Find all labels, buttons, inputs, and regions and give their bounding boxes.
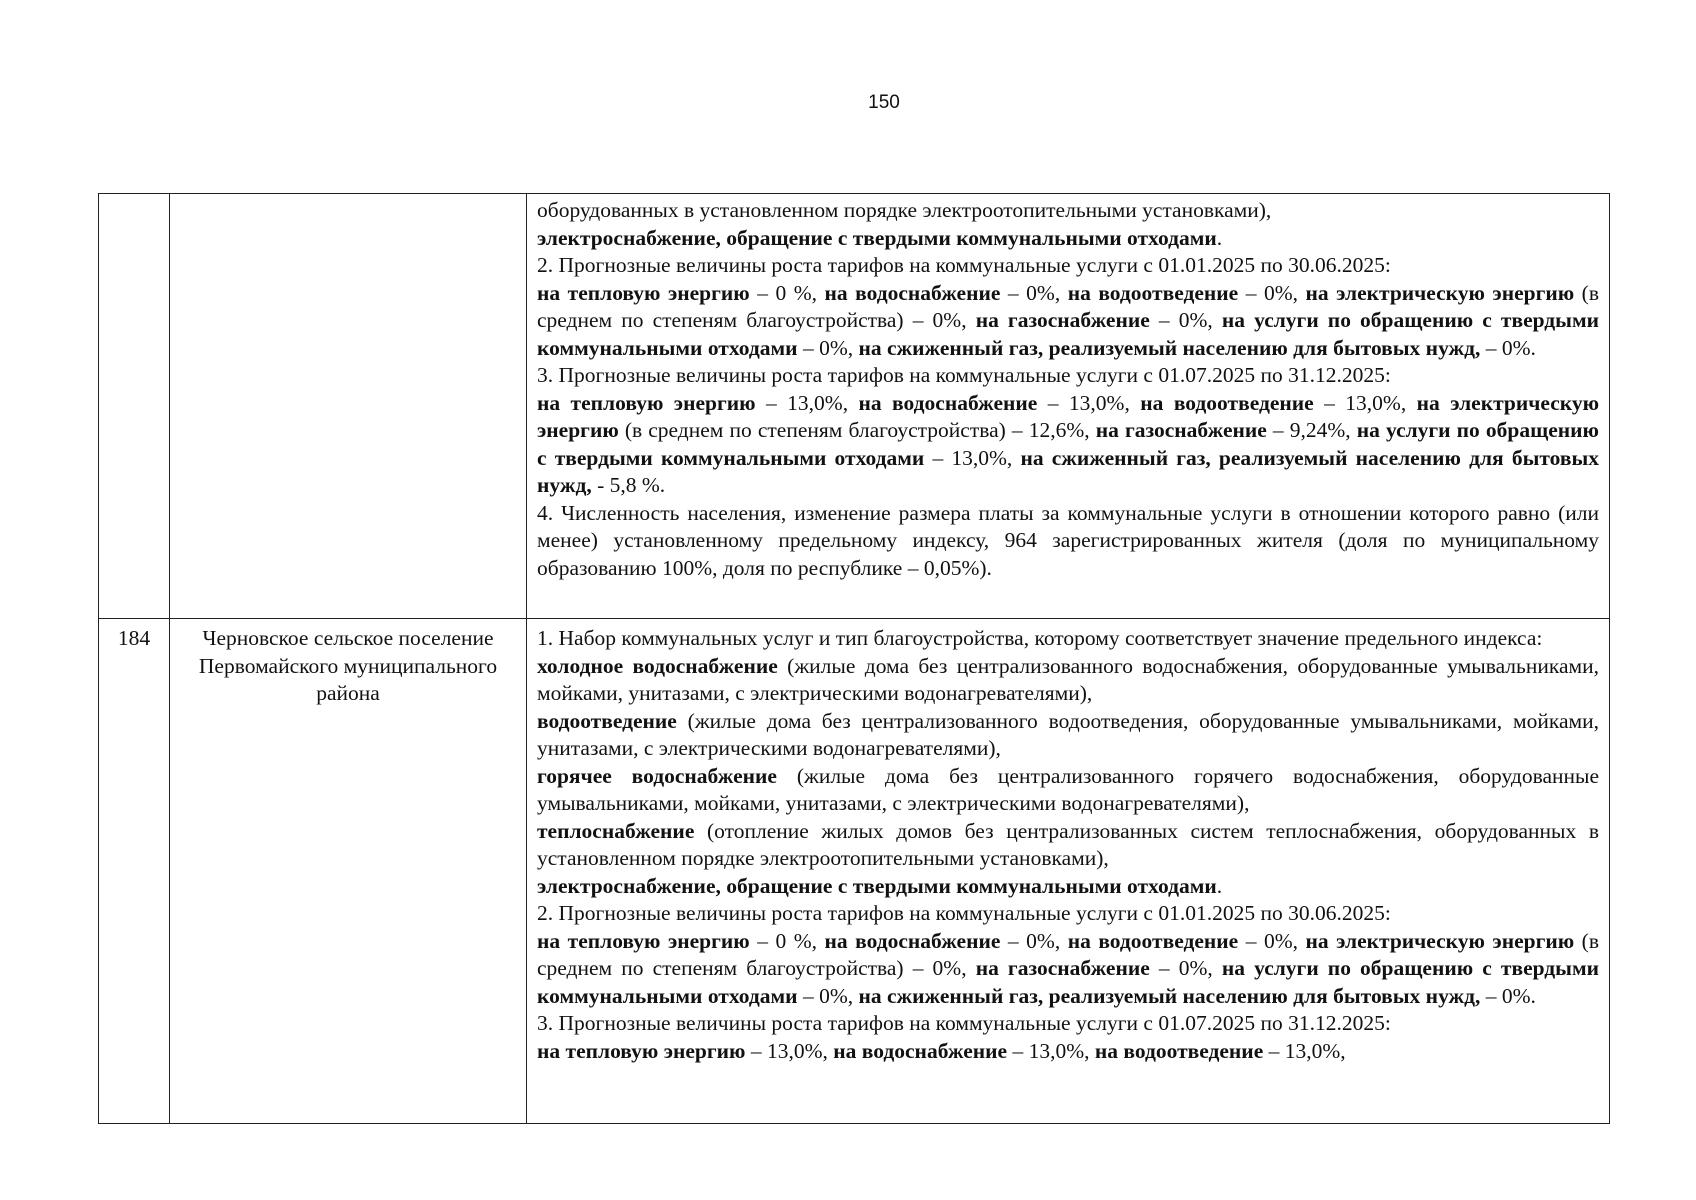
bold-text: на сжиженный газ, реализуемый населению для бытовых нужд, [858,335,1481,360]
text-run: – 0%. [1480,335,1536,360]
text-run: (жилые дома без централизованного горячего водоснабжения, оборудованные умывальниками, мойками, унитазами, с электрическими водонагревателями), [537,763,1599,815]
paragraph [537,1010,1599,1038]
bold-text: на тепловую энергию [537,928,750,953]
tariff-description [527,619,1610,1124]
text-run: – 0%, [797,983,859,1008]
settlement-name [170,194,527,619]
paragraph [537,252,1599,280]
text-run: – 0%, [797,335,859,360]
bold-text: на сжиженный газ, реализуемый населению для бытовых нужд, [858,983,1481,1008]
bold-text: на тепловую энергию [537,1038,746,1063]
tariff-description [527,194,1610,619]
text-run: (в среднем по степеням благоустройства) – 0%, [537,928,1599,980]
bold-text: на услуги по обращению с твердыми коммунальными отходами [537,956,1599,1008]
text-run: (в среднем по степеням благоустройства) – 0%, [537,280,1599,332]
paragraph [537,763,1599,818]
text-run: 2. Прогнозные величины роста тарифов на коммунальные услуги с 01.01.2025 по 30.06.2025: [537,253,1391,277]
bold-text: на услуги по обращению с твердыми коммунальными отходами [537,308,1599,360]
bold-text: на водоснабжение [858,390,1038,415]
text-run: (жилые дома без централизованного водоотведения, оборудованные умывальниками, мойками, унитазами, с электрическими водонагревателями), [537,708,1599,760]
bold-text: теплоснабжение [537,818,695,843]
text-run: – 0 %, [749,280,825,305]
table-row [99,619,1610,1124]
paragraph [537,873,1599,901]
table-row [99,194,1610,619]
text-run: – 13,0%, [1037,390,1141,415]
bold-text: на водоотведение [1140,390,1314,415]
bold-text: на услуги по обращению с твердыми коммунальными отходами [537,418,1599,470]
bold-text: горячее водоснабжение [537,763,777,788]
bold-text: на газоснабжение [975,956,1150,980]
text-run: (отопление жилых домов без централизованных систем теплоснабжения, оборудованных в установленном порядке электроотопительными установками), [537,818,1599,870]
text-run: – 13,0%, [755,390,859,415]
paragraph [537,390,1599,500]
text-run: . [1216,225,1223,250]
row-number: 184 [99,619,170,1124]
tariff-table [98,193,1610,1124]
bold-text: на электрическую энергию [537,390,1599,442]
bold-text: электроснабжение, обращение с твердыми коммунальными отходами [537,873,1217,898]
text-run: – 0 %, [749,928,825,953]
text-run: - 5,8 %. [591,473,666,497]
text-run: – 13,0%, [1007,1038,1095,1063]
paragraph [537,625,1599,653]
text-run: (в среднем по степеням благоустройства) – 12,6%, [618,418,1096,442]
text-run: 4. Численность населения, изменение размера платы за коммунальные услуги в отношении которого равно (или менее) установленному предельному индексу, 964 зарегистрированных жителя (доля по муниципальному образованию 100%, доля по республике – 0,05%). [537,500,1599,580]
text-run: 2. Прогнозные величины роста тарифов на коммунальные услуги с 01.01.2025 по 30.06.2025: [537,901,1391,925]
bold-text: водоотведение [537,708,677,733]
text-run: – 13,0%, [1313,390,1417,415]
bold-text: на водоотведение [1094,1038,1264,1063]
bold-text: электроснабжение, обращение с твердыми коммунальными отходами [537,225,1217,250]
bold-text: холодное водоснабжение [537,653,778,678]
page-number: 150 [868,92,900,113]
bold-text: на водоснабжение [833,1038,1008,1063]
text-run: – 0%, [1149,308,1222,332]
paragraph [537,653,1599,708]
paragraph [537,928,1599,1011]
text-run: – 0%, [1149,956,1222,980]
text-run: – 0%, [1000,928,1068,953]
text-run: 1. Набор коммунальных услуг и тип благоустройства, которому соответствует значение предельного индекса: [537,626,1543,650]
paragraph [537,500,1599,583]
settlement-name: Черновское сельское поселение Первомайского муниципального района [170,619,527,1124]
bold-text: на газоснабжение [1095,418,1267,442]
paragraph [537,708,1599,763]
bold-text: на электрическую энергию [1305,280,1575,305]
text-run: оборудованных в установленном порядке электроотопительными установками), [537,198,1272,222]
paragraph [537,225,1599,253]
paragraph [537,362,1599,390]
text-run: (жилые дома без централизованного водоснабжения, оборудованные умывальниками, мойками, унитазами, с электрическими водонагревателями), [537,653,1599,705]
bold-text: на газоснабжение [975,308,1150,332]
text-run: 3. Прогнозные величины роста тарифов на коммунальные услуги с 01.07.2025 по 31.12.2025: [537,1011,1391,1035]
text-run: . [1216,873,1223,898]
paragraph [537,197,1599,225]
bold-text: на водоснабжение [824,928,1001,953]
bold-text: на водоотведение [1067,280,1239,305]
text-run: – 13,0%, [745,1038,834,1063]
text-run: – 13,0%, [924,445,1021,470]
bold-text: на сжиженный газ, реализуемый населению для бытовых нужд, [537,445,1599,497]
bold-text: на водоотведение [1067,928,1239,953]
paragraph [537,818,1599,873]
row-number [99,194,170,619]
bold-text: на электрическую энергию [1305,928,1575,953]
text-run: – 9,24%, [1266,418,1357,442]
paragraph [537,1038,1599,1066]
text-run: 3. Прогнозные величины роста тарифов на коммунальные услуги с 01.07.2025 по 31.12.2025: [537,363,1391,387]
bold-text: на тепловую энергию [537,280,750,305]
text-run: – 13,0%, [1263,1038,1346,1063]
paragraph [537,900,1599,928]
bold-text: на тепловую энергию [537,390,756,415]
text-run: – 0%, [1238,280,1306,305]
text-run: – 0%. [1480,983,1536,1008]
text-run: – 0%, [1238,928,1306,953]
bold-text: на водоснабжение [824,280,1001,305]
text-run: – 0%, [1000,280,1068,305]
paragraph [537,280,1599,363]
